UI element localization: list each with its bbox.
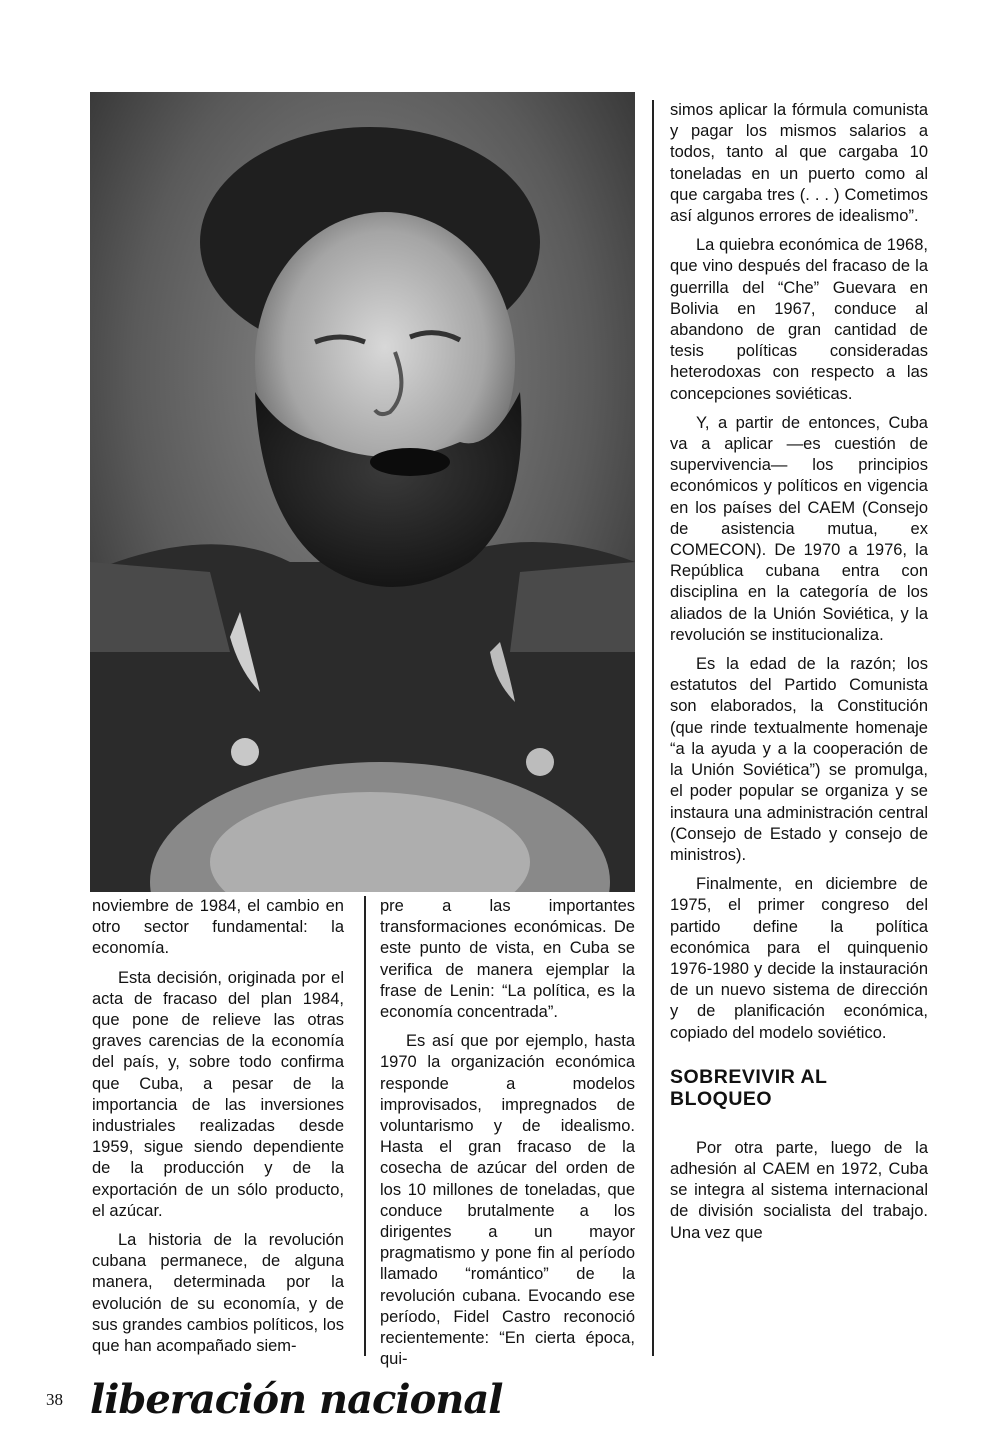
paragraph: La historia de la revolución cubana permanece, de alguna manera, determinada por la evolución de su economía, y de sus grandes cambios políticos, los que han acompañado siem- bbox=[92, 1231, 344, 1356]
portrait-illustration bbox=[90, 92, 635, 892]
column-1 bbox=[92, 896, 344, 1365]
paragraph: La quiebra económica de 1968, que vino después del fracaso de la guerrilla del “Che” Guevara en Bolivia en 1967, conduce al abandono de gran cantidad de tesis políticas consideradas heterodoxas con respecto a las concepciones soviéticas. bbox=[670, 236, 928, 403]
page-footer bbox=[46, 1376, 546, 1423]
column-2 bbox=[380, 896, 635, 1378]
paragraph: Y, a partir de entonces, Cuba va a aplicar —es cuestión de supervivencia— los principios económicos y políticos en vigencia en los países del CAEM (Consejo de asistencia mutua, ex COMECON). De 1970 a 1976, la República cubana entra con disciplina en la categoría de los aliados de la Unión Soviética, y la revolución se institucionaliza. bbox=[670, 413, 928, 644]
paragraph: Esta decisión, originada por el acta de fracaso del plan 1984, que pone de relieve las otras graves carencias de la economía del país, y, sobre todo confirma que Cuba, a pesar de la importancia de las inversiones industriales realizadas desde 1959, sigue siendo dependiente de la producción y de la exportación de un sólo producto, el azúcar. bbox=[92, 968, 344, 1220]
paragraph: pre a las importantes transformaciones económicas. De este punto de vista, en Cuba se verifica de manera ejemplar la frase de Lenin: “La política, es la economía concentrada”. bbox=[380, 897, 635, 1022]
paragraph: simos aplicar la fórmula comunista y pagar los mismos salarios a todos, tanto al que cargaba 10 toneladas en un puerto como al que cargaba tres (. . . ) Cometimos así algunos errores de idealismo”. bbox=[670, 101, 928, 226]
page-number: 38 bbox=[46, 1390, 63, 1409]
paragraph: noviembre de 1984, el cambio en otro sector fundamental: la economía. bbox=[92, 897, 344, 958]
column-3 bbox=[670, 100, 928, 1252]
portrait-photo bbox=[90, 92, 635, 892]
paragraph: Finalmente, en diciembre de 1975, el primer congreso del partido define la política económica para el quinquenio 1976-1980 y decide la instauración de un nuevo sistema de dirección y de planificación económica, copiado del modelo soviético. bbox=[670, 875, 928, 1042]
masthead-logo: liberación nacional bbox=[90, 1376, 503, 1423]
column-divider bbox=[652, 100, 654, 1356]
paragraph: Es así que por ejemplo, hasta 1970 la organización económica responde a modelos improvisados, impregnados de voluntarismo y de idealismo. Hasta el gran fracaso de la cosecha de azúcar del orden de los 10 millones de toneladas, que conduce brutalmente a los dirigentes a un mayor pragmatismo y pone fin al período llamado “romántico” de la revolución cubana. Evocando ese período, Fidel Castro reconoció recientemente: “En cierta época, qui- bbox=[380, 1032, 635, 1369]
section-heading: SOBREVIVIR AL BLOQUEO bbox=[670, 1065, 828, 1110]
paragraph: Es la edad de la razón; los estatutos del Partido Comunista son elaborados, la Constitución (que rinde textualmente homenaje “a la ayuda y a la cooperación de la Unión Soviética”) se promulga, el poder popular se organiza y se instaura una administración central (Consejo de Estado y consejo de ministros). bbox=[670, 655, 928, 864]
column-divider bbox=[364, 896, 366, 1356]
paragraph: Por otra parte, luego de la adhesión al CAEM en 1972, Cuba se integra al sistema internacional de división socialista del trabajo. Una vez que bbox=[670, 1138, 928, 1242]
